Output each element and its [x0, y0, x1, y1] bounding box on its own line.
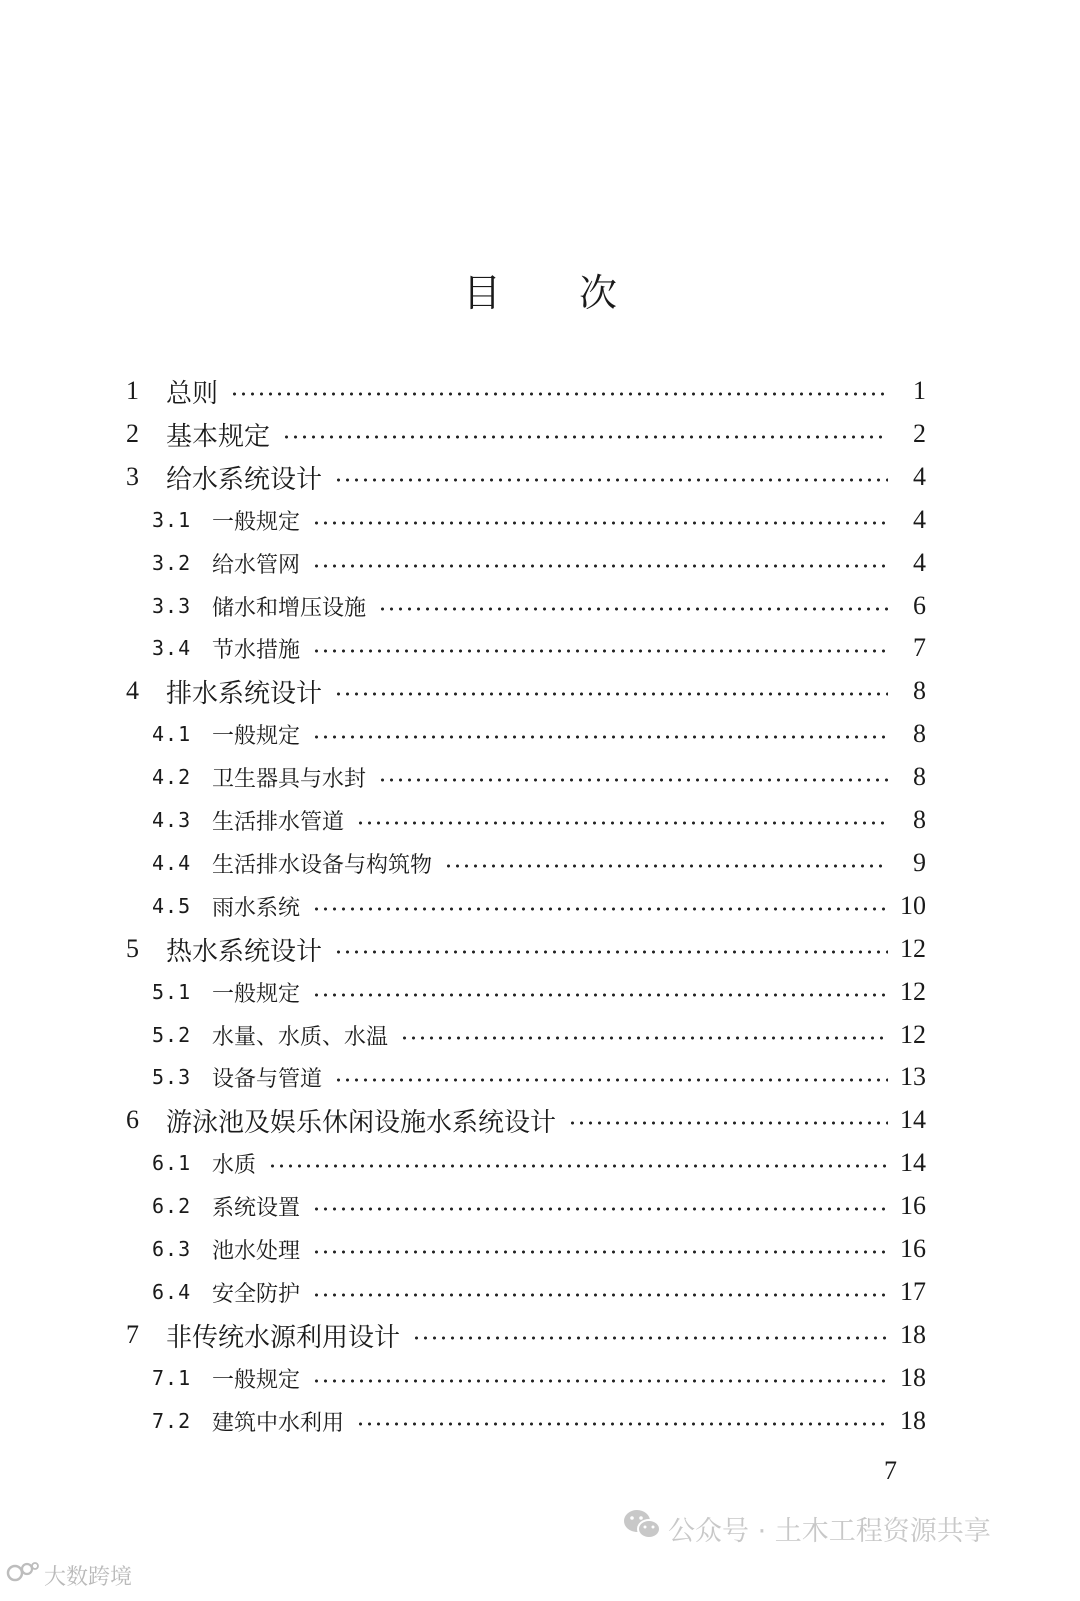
toc-entry-page: 14 [900, 1105, 926, 1134]
toc-chapter-entry[interactable] [126, 371, 926, 411]
toc-entry-page: 14 [900, 1148, 926, 1177]
toc-entry-page: 18 [900, 1406, 926, 1435]
toc-entry-page: 9 [913, 848, 926, 877]
toc-chapter-entry[interactable] [126, 457, 926, 497]
dot-leader [334, 950, 888, 954]
toc-chapter-entry[interactable] [126, 671, 926, 711]
dot-leader [356, 1422, 888, 1426]
toc-entry-number: 5.1 [152, 980, 192, 1004]
toc-entry-label: 一般规定 [212, 723, 301, 749]
toc-entry-label: 雨水系统 [212, 895, 301, 921]
toc-entry-number: 5.2 [152, 1023, 192, 1047]
toc-section-entry[interactable] [152, 628, 926, 668]
toc-chapter-entry[interactable] [126, 414, 926, 454]
dashu-logo-icon [6, 1559, 40, 1591]
toc-section-entry[interactable] [152, 757, 926, 797]
toc-entry-number: 2 [126, 419, 139, 448]
toc-entry-page: 18 [900, 1363, 926, 1392]
toc-section-entry[interactable] [152, 1229, 926, 1269]
toc-entry-page: 4 [913, 505, 926, 534]
toc-entry-number: 4.4 [152, 851, 192, 875]
dot-leader [400, 1036, 888, 1040]
toc-title [0, 262, 1080, 317]
watermark-right [622, 1508, 991, 1549]
watermark-left-text: 大数跨境 [44, 1564, 133, 1590]
toc-section-entry[interactable] [152, 972, 926, 1012]
dot-leader [312, 993, 888, 997]
toc-entry-page: 6 [913, 591, 926, 620]
toc-entry-page: 13 [900, 1062, 926, 1091]
toc-entry-number: 3.1 [152, 508, 192, 532]
dot-leader [334, 692, 888, 696]
toc-entry-number: 5.3 [152, 1065, 192, 1089]
wechat-icon [622, 1508, 662, 1549]
watermark-left [6, 1559, 132, 1591]
toc-entry-label: 储水和增压设施 [212, 595, 367, 621]
toc-entry-page: 4 [913, 548, 926, 577]
dot-leader [312, 1293, 888, 1297]
dot-leader [230, 392, 888, 396]
toc-entry-label: 给水管网 [212, 552, 301, 578]
toc-entry-page: 7 [913, 633, 926, 662]
toc-section-entry[interactable] [152, 1358, 926, 1398]
dot-leader [568, 1121, 888, 1125]
dot-leader [356, 821, 888, 825]
toc-entry-number: 3.3 [152, 594, 192, 618]
dot-leader [312, 649, 888, 653]
toc-entry-number: 7 [126, 1320, 139, 1349]
toc-entry-number: 3.2 [152, 551, 192, 575]
toc-entry-number: 6.2 [152, 1194, 192, 1218]
dot-leader [312, 521, 888, 525]
toc-section-entry[interactable] [152, 1057, 926, 1097]
toc-section-entry[interactable] [152, 1015, 926, 1055]
toc-chapter-entry[interactable] [126, 1100, 926, 1140]
toc-section-entry[interactable] [152, 843, 926, 883]
toc-entry-label: 设备与管道 [212, 1066, 323, 1092]
toc-entry-number: 4.3 [152, 808, 192, 832]
toc-entry-page: 8 [913, 805, 926, 834]
toc-entry-label: 水量、水质、水温 [212, 1024, 389, 1050]
dot-leader [312, 564, 888, 568]
dot-leader [334, 1078, 888, 1082]
dot-leader [312, 1250, 888, 1254]
toc-entry-label: 系统设置 [212, 1195, 301, 1221]
toc-entry-label: 一般规定 [212, 981, 301, 1007]
toc-entry-number: 6 [126, 1105, 139, 1134]
toc-entry-label: 水质 [212, 1152, 257, 1178]
toc-section-entry[interactable] [152, 886, 926, 926]
dot-leader [268, 1164, 888, 1168]
toc-entry-number: 7.1 [152, 1366, 192, 1390]
dot-leader [312, 907, 888, 911]
toc-chapter-entry[interactable] [126, 1315, 926, 1355]
toc-entry-label: 安全防护 [212, 1281, 301, 1307]
dot-leader [444, 864, 888, 868]
toc-section-entry[interactable] [152, 1186, 926, 1226]
toc-entry-label: 基本规定 [166, 421, 271, 452]
toc-entry-label: 池水处理 [212, 1238, 301, 1264]
toc-entry-label: 一般规定 [212, 1367, 301, 1393]
toc-chapter-entry[interactable] [126, 929, 926, 969]
toc-entry-page: 8 [913, 762, 926, 791]
toc-entry-label: 非传统水源利用设计 [166, 1322, 401, 1353]
dot-leader [378, 607, 888, 611]
toc-entry-page: 8 [913, 676, 926, 705]
toc-entry-page: 8 [913, 719, 926, 748]
toc-entry-number: 3.4 [152, 636, 192, 660]
toc-entry-page: 12 [900, 934, 926, 963]
toc-entry-page: 16 [900, 1191, 926, 1220]
toc-entry-number: 4.2 [152, 765, 192, 789]
toc-section-entry[interactable] [152, 1401, 926, 1441]
toc-entry-page: 4 [913, 462, 926, 491]
toc-entry-number: 4.1 [152, 722, 192, 746]
toc-entry-number: 1 [126, 376, 139, 405]
toc-section-entry[interactable] [152, 714, 926, 754]
toc-section-entry[interactable] [152, 800, 926, 840]
toc-entry-page: 2 [913, 419, 926, 448]
toc-entry-page: 17 [900, 1277, 926, 1306]
toc-entry-page: 12 [900, 1020, 926, 1049]
toc-entry-page: 1 [913, 376, 926, 405]
toc-entry-number: 4.5 [152, 894, 192, 918]
watermark-right-text: 公众号 · 土木工程资源共享 [668, 1516, 991, 1547]
toc-section-entry[interactable] [152, 1143, 926, 1183]
toc-entry-label: 生活排水管道 [212, 809, 345, 835]
toc-title-char-1: 目 [462, 271, 501, 315]
toc-entry-label: 一般规定 [212, 509, 301, 535]
toc-section-entry[interactable] [152, 1272, 926, 1312]
toc-entry-label: 排水系统设计 [166, 678, 323, 709]
toc-entry-number: 3 [126, 462, 139, 491]
toc-entry-label: 卫生器具与水封 [212, 766, 367, 792]
toc-entry-label: 游泳池及娱乐休闲设施水系统设计 [166, 1107, 557, 1138]
dot-leader [378, 778, 888, 782]
dot-leader [334, 478, 888, 482]
toc-section-entry[interactable] [152, 500, 926, 540]
toc-entry-number: 6.3 [152, 1237, 192, 1261]
toc-entry-label: 总则 [166, 378, 219, 409]
toc-entry-label: 建筑中水利用 [212, 1410, 345, 1436]
dot-leader [312, 1379, 888, 1383]
dot-leader [312, 735, 888, 739]
toc-entry-page: 10 [900, 891, 926, 920]
toc-entry-label: 节水措施 [212, 637, 301, 663]
toc-entry-page: 16 [900, 1234, 926, 1263]
toc-entry-label: 给水系统设计 [166, 464, 323, 495]
toc-entry-number: 5 [126, 934, 139, 963]
dot-leader [282, 435, 888, 439]
dot-leader [412, 1336, 888, 1340]
toc-entry-number: 6.4 [152, 1280, 192, 1304]
toc-entry-label: 生活排水设备与构筑物 [212, 852, 433, 878]
toc-entry-number: 4 [126, 676, 139, 705]
page-number: 7 [884, 1456, 897, 1485]
toc-entry-page: 12 [900, 977, 926, 1006]
toc-section-entry[interactable] [152, 543, 926, 583]
toc-title-char-2: 次 [579, 271, 618, 315]
toc-section-entry[interactable] [152, 586, 926, 626]
toc-entry-label: 热水系统设计 [166, 936, 323, 967]
dot-leader [312, 1207, 888, 1211]
toc-entry-page: 18 [900, 1320, 926, 1349]
toc-entry-number: 6.1 [152, 1151, 192, 1175]
toc-entry-number: 7.2 [152, 1409, 192, 1433]
